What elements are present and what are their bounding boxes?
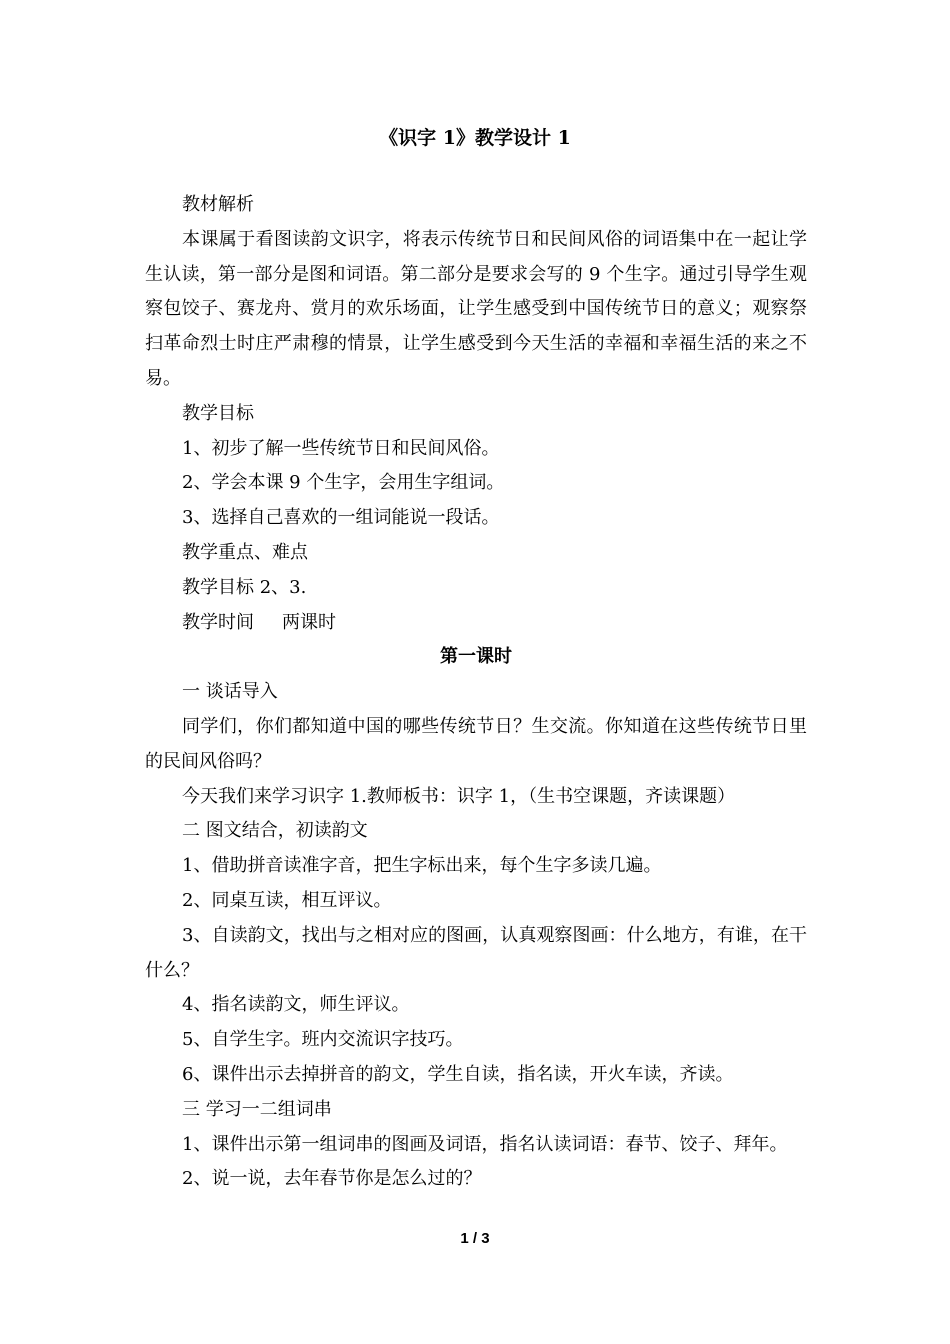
teaching-time-value: 两课时: [282, 611, 336, 633]
paragraph-goal-1: 1、初步了解一些传统节日和民间风俗。: [182, 437, 500, 459]
paragraph-heading-textbook-analysis: 教材解析: [182, 194, 254, 215]
paragraph-goal-2: 2、学会本课 9 个生字，会用生字组词。: [182, 472, 505, 494]
paragraph-step-6: 6、课件出示去掉拼音的韵文，学生自读，指名读，开火车读，齐读。: [182, 1063, 734, 1085]
paragraph-part-1-heading: 一 谈话导入: [182, 681, 278, 703]
paragraph-part-1-board: 今天我们来学习识字 1.教师板书：识字 1，（生书空课题，齐读课题）: [182, 785, 736, 807]
teaching-time-label: 教学时间: [182, 611, 254, 633]
paragraph-step-5: 5、自学生字。班内交流识字技巧。: [182, 1029, 464, 1051]
paragraph-heading-teaching-goals: 教学目标: [182, 402, 254, 424]
paragraph-goal-3: 3、选择自己喜欢的一组词能说一段话。: [182, 507, 500, 529]
page-number: 1 / 3: [460, 1230, 490, 1247]
paragraph-part-2-heading: 二 图文结合，初读韵文: [182, 820, 368, 842]
paragraph-part-3-heading: 三 学习一二组词串: [182, 1098, 332, 1120]
paragraph-part-3-step-2: 2、说一说，去年春节你是怎么过的？: [182, 1168, 482, 1190]
paragraph-step-4: 4、指名读韵文，师生评议。: [182, 994, 410, 1016]
paragraph-part-3-step-1: 1、课件出示第一组词串的图画及词语，指名认读词语：春节、饺子、拜年。: [182, 1133, 788, 1155]
paragraph-textbook-analysis: 本课属于看图读韵文识字，将表示传统节日和民间风俗的词语集中在一起让学生认读，第一部分是图和词语。第二部分是要求会写的 9 个生字。通过引导学生观察包饺子、赛龙舟、赏月的欢乐场面，让学生感受到中国传统节日的意义；观察祭扫革命烈士时庄严肃穆的情景，让学生感受到今天生活的幸福和幸福生活的来之不易。: [145, 228, 807, 389]
paragraph-part-1-text: 同学们，你们都知道中国的哪些传统节日？生交流。你知道在这些传统节日里的民间风俗吗？: [145, 715, 807, 772]
paragraph-teaching-time: [145, 606, 807, 641]
paragraph-heading-key-points: 教学重点、难点: [182, 541, 308, 563]
document-body: [145, 188, 807, 1197]
paragraph-step-2: 2、同桌互读，相互评议。: [182, 889, 392, 911]
document-title: 《识字 1》教学设计 1: [379, 127, 571, 149]
paragraph-step-3: 3、自读韵文，找出与之相对应的图画，认真观察图画：什么地方，有谁，在干什么？: [145, 924, 807, 981]
paragraph-key-points: 教学目标 2、3.: [182, 576, 307, 598]
section-title-first-lesson: 第一课时: [440, 646, 512, 668]
paragraph-step-1: 1、借助拼音读准字音，把生字标出来，每个生字多读几遍。: [182, 855, 662, 877]
